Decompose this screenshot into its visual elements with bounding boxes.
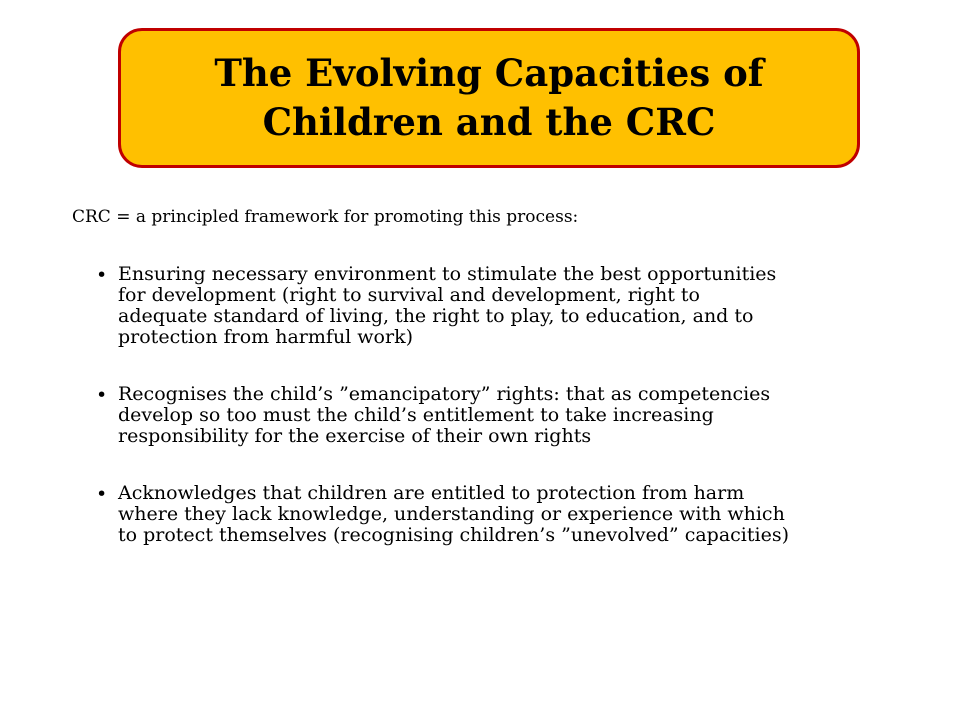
bullet-line: Recognises the child’s ”emancipatory” rights: that as competencies xyxy=(118,383,771,405)
bullet-line: where they lack knowledge, understanding or experience with which xyxy=(118,503,785,525)
bullet-line: Acknowledges that children are entitled to protection from harm xyxy=(118,482,745,504)
bullet-item-environment xyxy=(96,264,926,348)
bullet-icon: • xyxy=(96,483,108,505)
slide-title-line-2: Children and the CRC xyxy=(262,100,716,144)
intro-text: CRC = a principled framework for promoting this process: xyxy=(72,207,579,227)
bullet-line: develop so too must the child’s entitlement to take increasing xyxy=(118,404,714,426)
bullet-line: for development (right to survival and development, right to xyxy=(118,284,700,306)
slide-title-line-1: The Evolving Capacities of xyxy=(214,51,764,95)
bullet-icon: • xyxy=(96,384,108,406)
bullet-line: responsibility for the exercise of their own rights xyxy=(118,425,592,447)
bullet-icon: • xyxy=(96,264,108,286)
bullet-line: to protect themselves (recognising children’s ”unevolved” capacities) xyxy=(118,524,789,546)
bullet-item-emancipatory-rights xyxy=(96,384,926,447)
bullet-line: protection from harmful work) xyxy=(118,326,414,348)
bullet-item-protection xyxy=(96,483,926,546)
title-box xyxy=(118,28,860,168)
bullet-line: Ensuring necessary environment to stimulate the best opportunities xyxy=(118,263,777,285)
bullet-list xyxy=(96,264,926,582)
bullet-line: adequate standard of living, the right to play, to education, and to xyxy=(118,305,754,327)
